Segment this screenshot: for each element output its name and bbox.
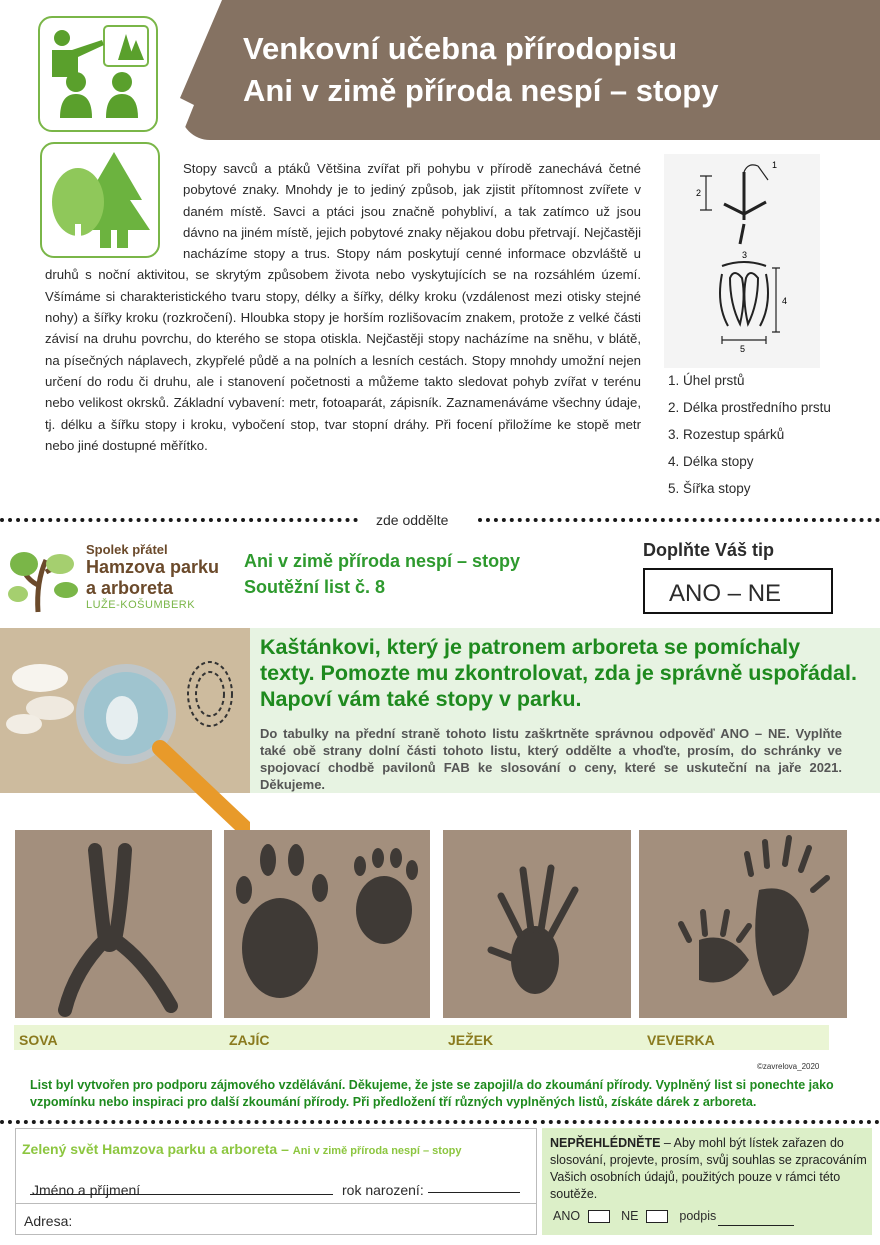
arboretum-logo-text [86,542,236,611]
arboretum-logo-icon [4,542,82,616]
text-float-spacer [45,158,183,258]
tip-answer-box[interactable]: ANO – NE [643,568,833,614]
diagram-num-5: 5 [740,344,746,354]
logo-line-2: Hamzova parku [86,557,220,577]
legend-item: 1. Úhel prstů [668,373,745,388]
title-line-1: Venkovní učebna přírodopisu [243,31,678,66]
logo-line-3: a arboreta [86,578,174,598]
no-label: NE [621,1209,639,1223]
tip-heading: Doplňte Váš tip [643,540,775,560]
squirrel-track-icon [639,830,847,1018]
separator-label: zde oddělte [376,512,449,528]
article-text [45,158,641,456]
signature-label: podpis [679,1209,717,1223]
track-panel-owl [15,830,212,1018]
footprint-diagram [664,154,820,368]
form-heading [22,1141,462,1157]
yes-label: ANO [553,1209,581,1223]
animal-label: SOVA [19,1032,58,1048]
legend-item: 5. Šířka stopy [668,481,751,496]
track-panel-squirrel [639,830,847,1018]
contest-title-line: Ani v zimě příroda nespí – stopy [244,551,521,571]
credit: ©zavrelova_2020 [757,1062,820,1071]
banner-headline: Kaštánkovi, který je patronem arboreta se pomíchaly texty. Pomozte mu zkontrolovat, zda je správně uspořádal. Napoví vám také stopy v parku. [260,635,857,711]
consent-controls [553,1202,716,1223]
address-label: Adresa: [24,1213,73,1229]
form-divider [15,1203,537,1204]
form-heading-main: Zelený svět Hamzova parku a arboreta – [22,1141,289,1157]
consent-note [550,1135,868,1203]
logo-line-1: Spolek přátel [86,542,168,557]
legend-item: 4. Délka stopy [668,454,754,469]
consent-text: – Aby mohl být lístek zařazen do slosování, projevte, prosím, svůj souhlas se zpracováním Vašich osobních údajů, použitých pouze v rámci této soutěže. [550,1136,867,1201]
cut-line-left [0,518,358,522]
diagram-legend [668,367,831,502]
birth-year-label: rok narození: [342,1182,424,1198]
teacher-icon [38,16,158,132]
no-checkbox[interactable] [646,1210,668,1223]
legend-item: 2. Délka prostředního prstu [668,400,831,415]
diagram-num-3: 3 [742,250,748,260]
article-paragraph: Stopy savců a ptáků Většina zvířat při pohybu v přírodě zanechává četné pobytové znaky. Mnohdy je to jediný způsob, jak zjistit přítomnost zvířete v daném místě. Savci a ptáci jsou značně pohybliví, a tak zatímco už jsou dávno na jiném místě, jejich pobytové znaky nějakou dobu přetrvají. Nejčastěji nacházíme stopy a trus. Stopy nám poskytují cenné informace obzvláště u druhů s noční aktivitou, se skrytým způsobem života nebo vyskytujících se na rozsáhlém území. Všímáme si charakteristického tvaru stopy, délky a šířky, délky kroku (vzdálenost mezi otisky stejné nohy) a šířky kroku (rozkročení). Hloubka stopy je horším rozlišovacím znakem, protože z velké části závisí na druhu povrchu, do kterého se stopa otiskla. Nejčastěji stopy nacházíme na sněhu, v blátě, na písečných náplavech, zkypřelé půdě a na polních a lesních cestách. Stopy mnohdy umožní nejen určení do rodu či druhu, ale i stanovení početnosti a můžeme takto sledovat pohyb zvířat v terénu nebo velikost okrsků. Základní vybavení: metr, fotoaparát, zápisník. Zaznamenáváme všechny údaje, tj. délku a šířku stopy i kroku, vybočení stop, tvar stopní dráhy. Při focení přiložíme ke stopě metr nebo jiné dostupné měřítko. [45,161,641,453]
magnifier-photo [0,628,250,793]
thanks-text: List byl vytvořen pro podporu zájmového vzdělávání. Děkujeme, že jste se zapojil/a do zkoumání přírody. Vyplněný list si ponechte jako vzpomínku nebo inspiraci pro další zkoumání přírody. Při předložení tří různých vyplněných listů, získáte dárek z arboreta. [30,1078,834,1109]
birth-year-field[interactable] [428,1192,520,1193]
cut-line-bottom [0,1120,880,1124]
hare-track-icon [224,830,430,1018]
cut-line-right [478,518,880,522]
contest-title [244,548,520,600]
diagram-num-1: 1 [772,160,778,170]
hedgehog-track-icon [443,830,631,1018]
signature-field[interactable] [718,1225,794,1226]
page-title [243,28,718,112]
animal-label: ZAJÍC [229,1032,270,1048]
logo-line-4: LUŽE-KOŠUMBERK [86,599,196,611]
animal-label: JEŽEK [448,1032,494,1048]
track-panel-hare [224,830,430,1018]
diagram-num-4: 4 [782,296,788,306]
banner-instructions: Do tabulky na přední straně tohoto listu zaškrtněte správnou odpověď ANO – NE. Vyplňte také obě strany dolní části tohoto listu, který oddělte a vhoďte, prosím, do schránky ve spojovací chodbě pavilonů FAB ke slosování o ceny, které se uskuteční na jaře 2021. Děkujeme. [260,726,842,792]
name-field[interactable] [30,1194,333,1195]
name-label: Jméno a příjmení [32,1182,141,1198]
diagram-num-2: 2 [696,188,702,198]
yes-checkbox[interactable] [588,1210,610,1223]
consent-bold: NEPŘEHLÉDNĚTE [550,1136,661,1150]
title-line-2: Ani v zimě příroda nespí – stopy [243,73,719,108]
form-heading-small: Ani v zimě příroda nespí – stopy [292,1145,462,1157]
animal-label: VEVERKA [647,1032,715,1048]
legend-item: 3. Rozestup spárků [668,427,785,442]
owl-track-icon [15,830,212,1018]
track-panel-hedgehog [443,830,631,1018]
contest-sheet-number: Soutěžní list č. 8 [244,577,386,597]
